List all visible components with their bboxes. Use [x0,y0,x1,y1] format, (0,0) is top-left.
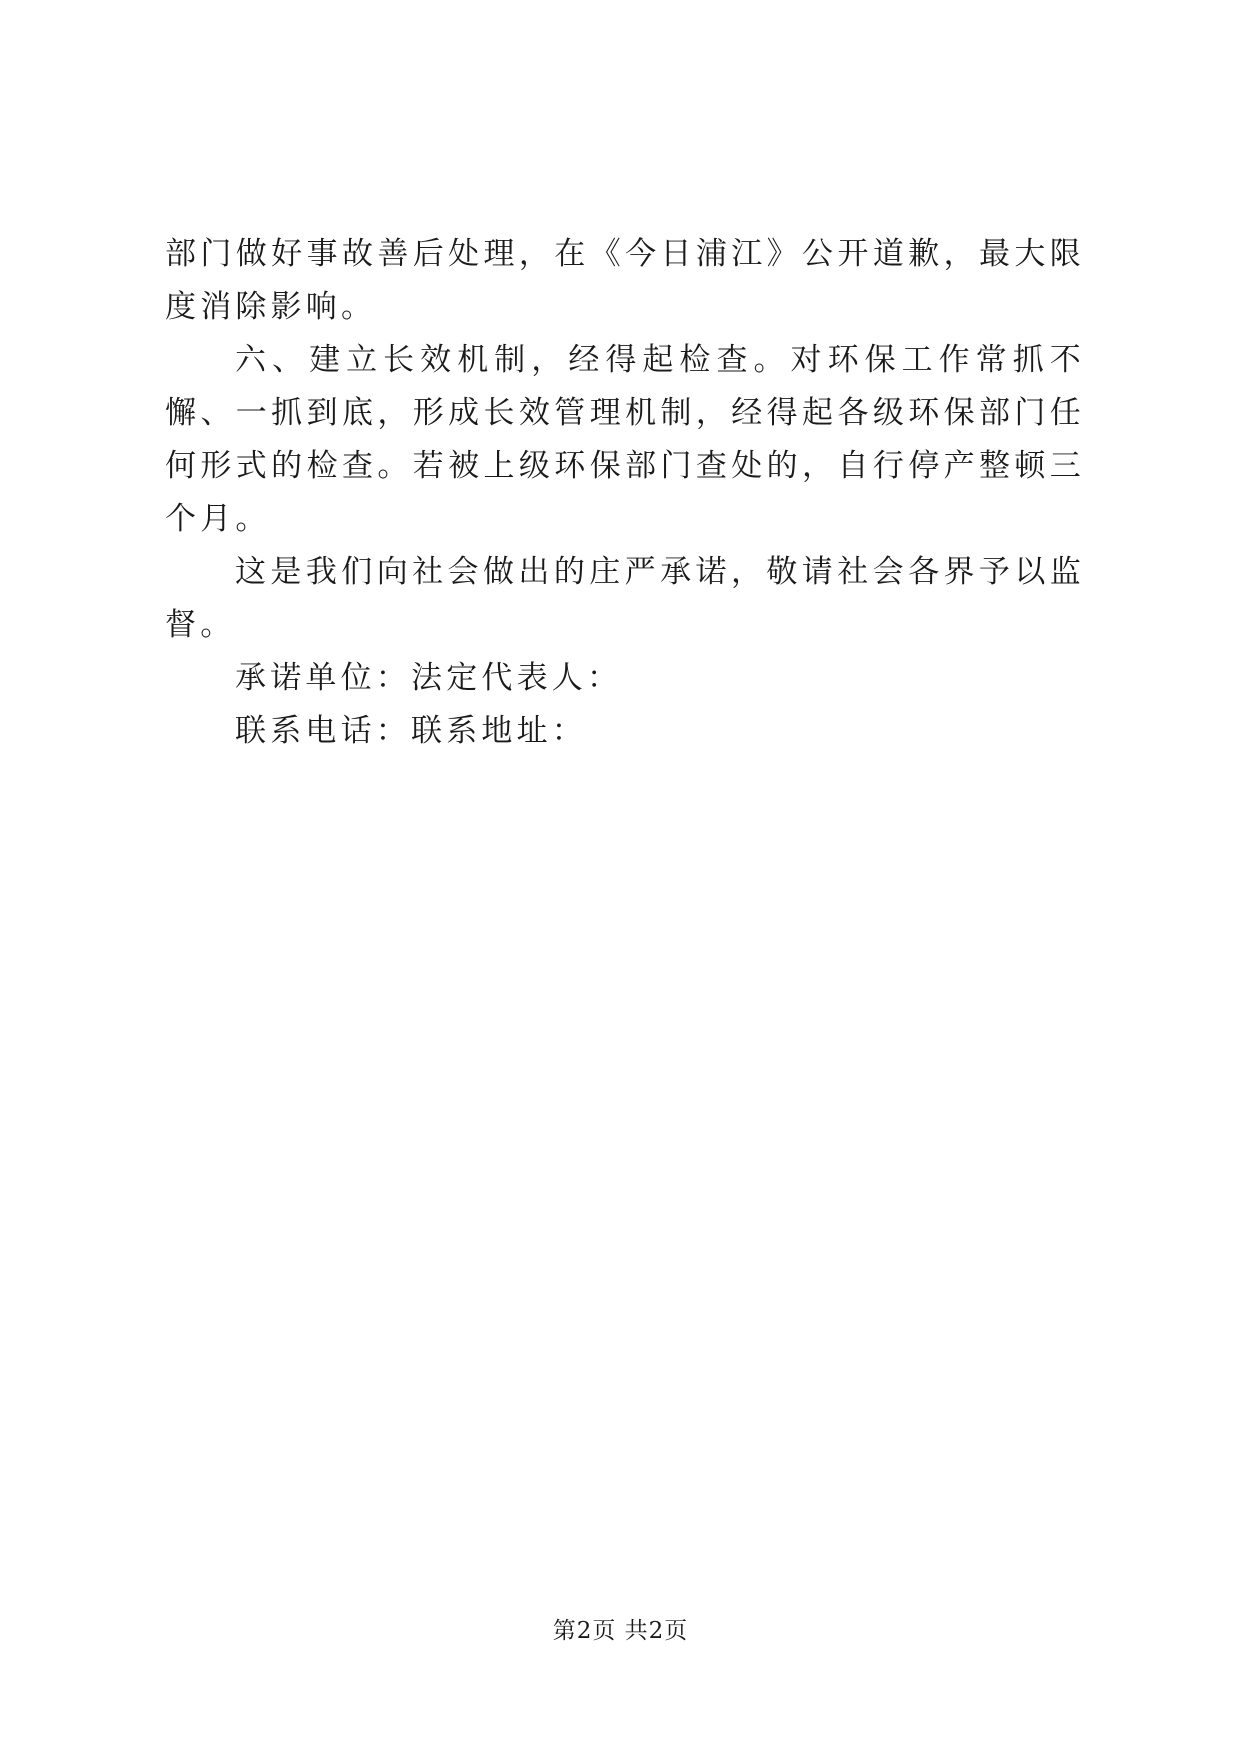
document-body [165,228,1085,758]
page-footer: 第2页 共2页 [552,1618,689,1644]
paragraph-continuation: 部门做好事故善后处理，在《今日浦江》公开道歉，最大限度消除影响。 [165,236,1085,325]
paragraph-signatory-unit: 承诺单位：法定代表人： [235,660,623,696]
paragraph-contact-info: 联系电话：联系地址： [235,713,587,749]
paragraph-commitment-statement: 这是我们向社会做出的庄严承诺，敬请社会各界予以监督。 [165,554,1085,643]
paragraph-long-term-mechanism: 六、建立长效机制，经得起检查。对环保工作常抓不懈、一抓到底，形成长效管理机制，经得起各级环保部门任何形式的检查。若被上级环保部门查处的，自行停产整顿三个月。 [165,342,1085,537]
